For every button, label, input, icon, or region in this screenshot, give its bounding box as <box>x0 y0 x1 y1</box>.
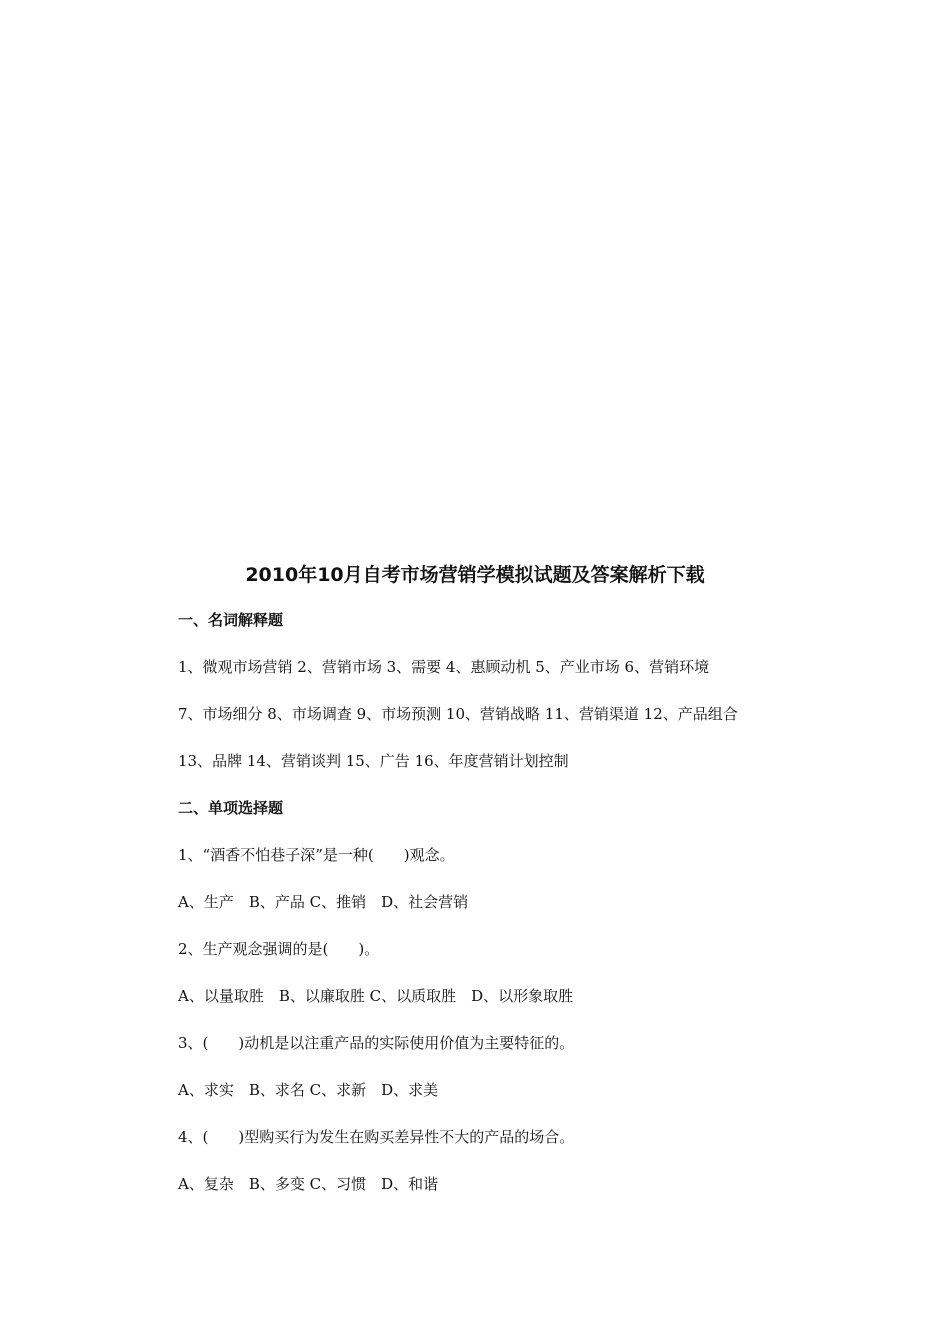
question-4-options: A、复杂 B、多变 C、习惯 D、和谐 <box>178 1175 439 1193</box>
question-2: 2、生产观念强调的是( )。 <box>178 940 380 958</box>
question-2-options: A、以量取胜 B、以廉取胜 C、以质取胜 D、以形象取胜 <box>178 987 574 1005</box>
section-heading-single-choice: 二、单项选择题 <box>178 799 284 817</box>
definition-terms-line-3: 13、品牌 14、营销谈判 15、广告 16、年度营销计划控制 <box>178 752 569 770</box>
question-4: 4、( )型购买行为发生在购买差异性不大的产品的场合。 <box>178 1128 575 1146</box>
question-3-options: A、求实 B、求名 C、求新 D、求美 <box>178 1081 439 1099</box>
definition-terms-line-2: 7、市场细分 8、市场调查 9、市场预测 10、营销战略 11、营销渠道 12、产品组合 <box>178 705 738 723</box>
document-title: 2010年10月自考市场营销学模拟试题及答案解析下载 <box>245 564 705 586</box>
question-1-options: A、生产 B、产品 C、推销 D、社会营销 <box>178 893 469 911</box>
question-1: 1、“酒香不怕巷子深”是一种( )观念。 <box>178 846 455 864</box>
question-3: 3、( )动机是以注重产品的实际使用价值为主要特征的。 <box>178 1034 575 1052</box>
section-heading-definitions: 一、名词解释题 <box>178 611 284 629</box>
definition-terms-line-1: 1、微观市场营销 2、营销市场 3、需要 4、惠顾动机 5、产业市场 6、营销环境 <box>178 658 710 676</box>
